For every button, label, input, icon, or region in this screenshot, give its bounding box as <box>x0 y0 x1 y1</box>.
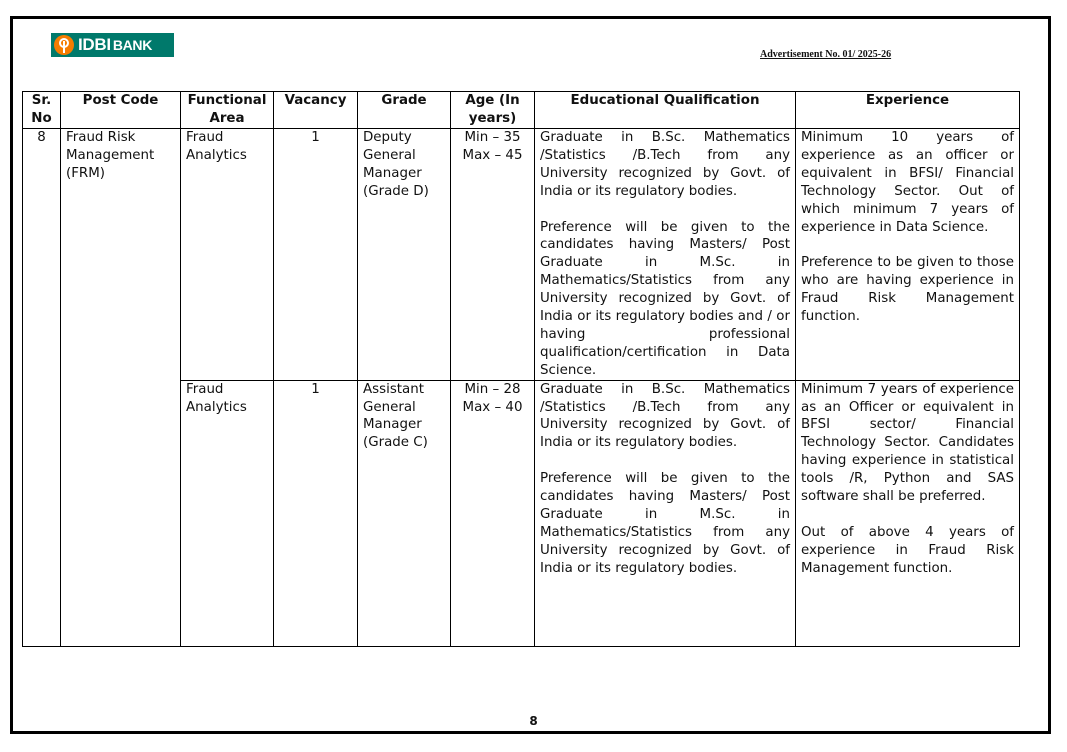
experience-preference-text: Out of above 4 years of experience in Fraud Risk Management function. <box>801 524 1014 576</box>
grade-cell: Deputy General Manager (Grade D) <box>358 129 451 381</box>
post-code-cell: Fraud Risk Management (FRM) <box>61 129 181 647</box>
col-header-post-code: Post Code <box>61 92 181 129</box>
qualification-text: Graduate in B.Sc. Mathematics /Statistics /B.Tech from any University recognized by Govt. of India or its regulatory bodies. <box>540 381 790 451</box>
vacancy-table <box>22 91 1020 647</box>
functional-area-cell: Fraud Analytics <box>181 129 274 381</box>
experience-preference-text: Preference to be given to those who are having experience in Fraud Risk Management function. <box>801 255 1014 325</box>
age-cell <box>451 380 535 646</box>
age-min: Min – 28 <box>464 381 521 397</box>
age-max: Max – 40 <box>462 399 523 415</box>
qualification-preference-text: Preference will be given to the candidates having Masters/ Post Graduate in M.Sc. in Mathematics/Statistics from any University recognized by Govt. of India or its regulatory bodies. <box>540 471 790 576</box>
col-header-grade: Grade <box>358 92 451 129</box>
idbi-bank-logo <box>51 33 174 57</box>
col-header-educational-qualification: Educational Qualification <box>535 92 796 129</box>
grade-cell: Assistant General Manager (Grade C) <box>358 380 451 646</box>
experience-cell <box>796 129 1020 381</box>
vacancy-cell: 1 <box>274 380 358 646</box>
col-header-sr-no: Sr. No <box>23 92 61 129</box>
qualification-text: Graduate in B.Sc. Mathematics /Statistics /B.Tech from any University recognized by Govt. of India or its regulatory bodies. <box>540 130 790 199</box>
functional-area-cell: Fraud Analytics <box>181 380 274 646</box>
qualification-cell <box>535 129 796 381</box>
table-row <box>23 129 1020 381</box>
age-min: Min – 35 <box>464 130 521 145</box>
vacancy-cell: 1 <box>274 129 358 381</box>
table-header-row <box>23 92 1020 129</box>
col-header-functional-area: Functional Area <box>181 92 274 129</box>
experience-cell <box>796 380 1020 646</box>
col-header-experience: Experience <box>796 92 1020 129</box>
page-number: 8 <box>529 714 538 728</box>
idbi-emblem-icon <box>54 35 74 55</box>
qualification-preference-text: Preference will be given to the candidates having Masters/ Post Graduate in M.Sc. in Mathematics/Statistics from any University recognized by Govt. of India or its regulatory bodies and / or having professional qualification/certification in Data Science. <box>540 219 790 378</box>
col-header-age: Age (In years) <box>451 92 535 129</box>
age-max: Max – 45 <box>462 147 523 163</box>
experience-text: Minimum 7 years of experience as an Officer or equivalent in BFSI sector/ Financial Technology Sector. Candidates having experience in statistical tools /R, Python and SAS software shall be preferred. <box>801 381 1014 505</box>
experience-text: Minimum 10 years of experience as an officer or equivalent in BFSI/ Financial Technology Sector. Out of which minimum 7 years of experience in Data Science. <box>801 130 1014 235</box>
age-cell <box>451 129 535 381</box>
advertisement-number: Advertisement No. 01/ 2025-26 <box>760 49 892 60</box>
sr-no-cell: 8 <box>23 129 61 647</box>
qualification-cell <box>535 380 796 646</box>
col-header-vacancy: Vacancy <box>274 92 358 129</box>
logo-text: IDBI BANK <box>78 35 153 54</box>
